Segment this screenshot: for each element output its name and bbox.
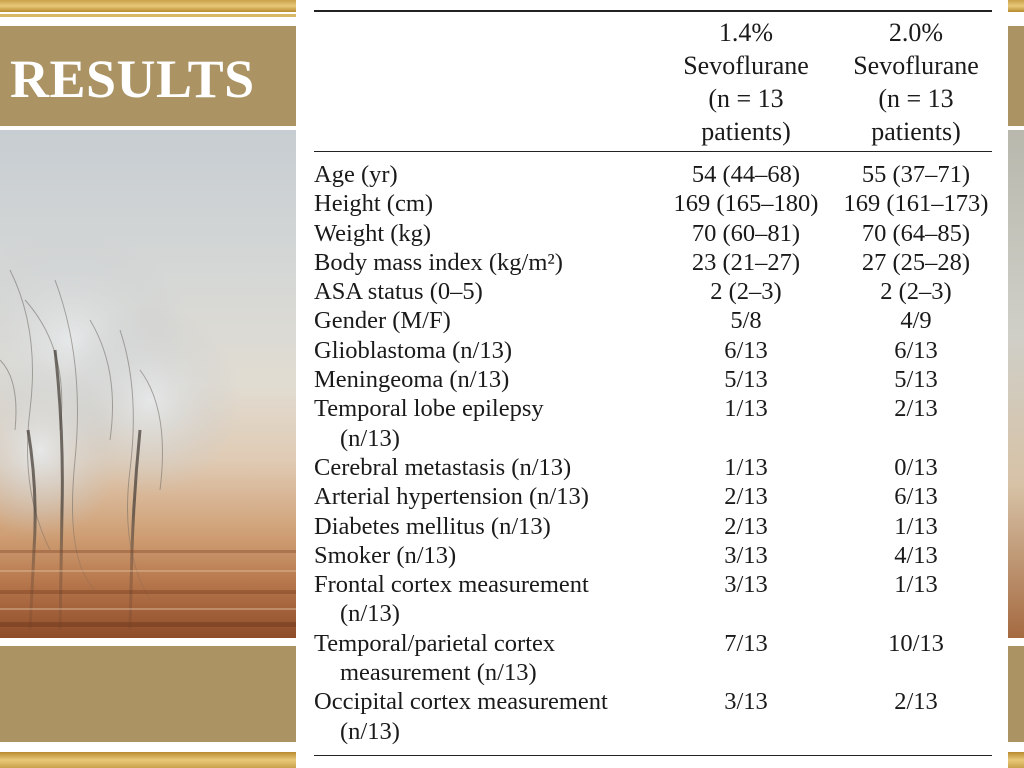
value-2-0-sevoflurane: 169 (161–173) [843, 190, 989, 218]
value-2-0-sevoflurane: 6/13 [894, 483, 938, 511]
row-label-text: Height (cm) [314, 190, 434, 218]
row-label-text: Smoker (n/13) [314, 541, 457, 569]
value-2-0-sevoflurane: 10/13 [888, 629, 944, 657]
header-line: Sevoflurane [853, 51, 979, 80]
value-2-0-sevoflurane: 27 (25–28) [861, 248, 971, 276]
right-gold-top-stripe [1008, 0, 1024, 12]
row-label [314, 453, 664, 482]
row-label-text: Diabetes mellitus (n/13) [314, 512, 551, 540]
row-label-continuation: (n/13) [340, 717, 400, 745]
value-2-0-sevoflurane: 1/13 [894, 512, 938, 540]
table-row [314, 277, 992, 306]
header-line: 2.0% [888, 18, 944, 47]
table-body [314, 160, 992, 746]
value-1-4-sevoflurane: 1/13 [724, 453, 768, 481]
table-row [314, 482, 992, 511]
row-label-text: Temporal/parietal cortex [314, 629, 556, 657]
table-row [314, 306, 992, 335]
value-2-0-sevoflurane: 6/13 [894, 336, 938, 364]
table-row [314, 541, 992, 570]
header-line: patients) [871, 117, 961, 146]
row-label [314, 482, 664, 511]
row-label-text: Glioblastoma (n/13) [314, 336, 513, 364]
right-title-band [1008, 26, 1024, 126]
winter-trees-illustration [0, 130, 296, 638]
value-2-0-sevoflurane: 55 (37–71) [861, 161, 971, 188]
value-2-0-sevoflurane: 70 (64–85) [861, 219, 971, 247]
row-label [314, 687, 664, 746]
column-header-1-4-sevoflurane [666, 16, 826, 148]
value-2-0-sevoflurane: 2/13 [894, 395, 938, 423]
row-label-text: Body mass index (kg/m²) [314, 248, 563, 276]
table-row [314, 570, 992, 629]
row-label [314, 219, 664, 248]
value-1-4-sevoflurane: 3/13 [724, 688, 768, 716]
table-row [314, 189, 992, 218]
row-label-text: Occipital cortex measurement [314, 688, 608, 716]
table-row [314, 248, 992, 277]
value-1-4-sevoflurane: 7/13 [724, 629, 768, 657]
table-row [314, 394, 992, 453]
table-bottom-rule [314, 755, 992, 756]
table-row [314, 160, 992, 189]
table-top-rule [314, 10, 992, 12]
right-decorative-sliver [1008, 0, 1024, 768]
value-1-4-sevoflurane: 2/13 [724, 483, 768, 511]
row-label [314, 365, 664, 394]
row-label-text: Cerebral metastasis (n/13) [314, 453, 572, 481]
value-1-4-sevoflurane: 6/13 [724, 336, 768, 364]
row-label-text: Age (yr) [314, 161, 398, 188]
value-2-0-sevoflurane: 2/13 [894, 688, 938, 716]
table-row [314, 336, 992, 365]
value-2-0-sevoflurane: 2 (2–3) [880, 278, 952, 306]
row-label-text: Gender (M/F) [314, 307, 451, 335]
row-label [314, 570, 664, 629]
row-label [314, 277, 664, 306]
row-label [314, 394, 664, 453]
value-1-4-sevoflurane: 70 (60–81) [691, 219, 801, 247]
row-label-text: Temporal lobe epilepsy [314, 395, 544, 423]
value-1-4-sevoflurane: 169 (165–180) [673, 190, 819, 218]
right-photo-strip [1008, 130, 1024, 638]
value-2-0-sevoflurane: 1/13 [894, 571, 938, 599]
row-label [314, 512, 664, 541]
table-row [314, 219, 992, 248]
row-label-text: Frontal cortex measurement [314, 571, 589, 599]
table-row [314, 687, 992, 746]
value-1-4-sevoflurane: 3/13 [724, 571, 768, 599]
right-gold-bottom-stripe [1008, 752, 1024, 768]
table-row [314, 512, 992, 541]
row-label-text: Weight (kg) [314, 219, 432, 247]
lower-band [0, 646, 296, 742]
header-line: 1.4% [718, 18, 774, 47]
table-header-rule [314, 151, 992, 152]
value-1-4-sevoflurane: 3/13 [724, 541, 768, 569]
header-line: patients) [701, 117, 791, 146]
value-1-4-sevoflurane: 54 (44–68) [691, 161, 801, 188]
row-label [314, 336, 664, 365]
row-label [314, 189, 664, 218]
winter-trees-photo [0, 130, 296, 638]
gold-top-stripe [0, 0, 296, 12]
table-row [314, 629, 992, 688]
value-1-4-sevoflurane: 2/13 [724, 512, 768, 540]
row-label-text: ASA status (0–5) [314, 278, 483, 306]
results-table [296, 0, 1008, 768]
row-label [314, 629, 664, 688]
gold-bottom-stripe [0, 752, 296, 768]
column-header-2-0-sevoflurane [836, 16, 996, 148]
value-2-0-sevoflurane: 0/13 [894, 453, 938, 481]
row-label [314, 160, 664, 189]
row-label-text: Arterial hypertension (n/13) [314, 483, 589, 511]
value-2-0-sevoflurane: 5/13 [894, 366, 938, 394]
header-line: (n = 13 [878, 84, 954, 113]
row-label-continuation: measurement (n/13) [340, 659, 537, 687]
row-label [314, 248, 664, 277]
table-row [314, 453, 992, 482]
table-row [314, 365, 992, 394]
value-2-0-sevoflurane: 4/13 [894, 541, 938, 569]
value-1-4-sevoflurane: 23 (21–27) [691, 248, 801, 276]
row-label-text: Meningeoma (n/13) [314, 366, 510, 394]
row-label [314, 541, 664, 570]
row-label-continuation: (n/13) [340, 424, 400, 452]
row-label-continuation: (n/13) [340, 600, 400, 628]
row-label [314, 306, 664, 335]
value-1-4-sevoflurane: 5/13 [724, 366, 768, 394]
slide-title: RESULTS [10, 49, 255, 109]
header-line: (n = 13 [708, 84, 784, 113]
value-1-4-sevoflurane: 1/13 [724, 395, 768, 423]
right-lower-band [1008, 646, 1024, 742]
value-1-4-sevoflurane: 5/8 [730, 307, 762, 335]
header-line: Sevoflurane [683, 51, 809, 80]
left-decorative-panel [0, 0, 296, 768]
gold-top-thin-stripe [0, 14, 296, 17]
value-2-0-sevoflurane: 4/9 [900, 307, 932, 335]
value-1-4-sevoflurane: 2 (2–3) [710, 278, 782, 306]
